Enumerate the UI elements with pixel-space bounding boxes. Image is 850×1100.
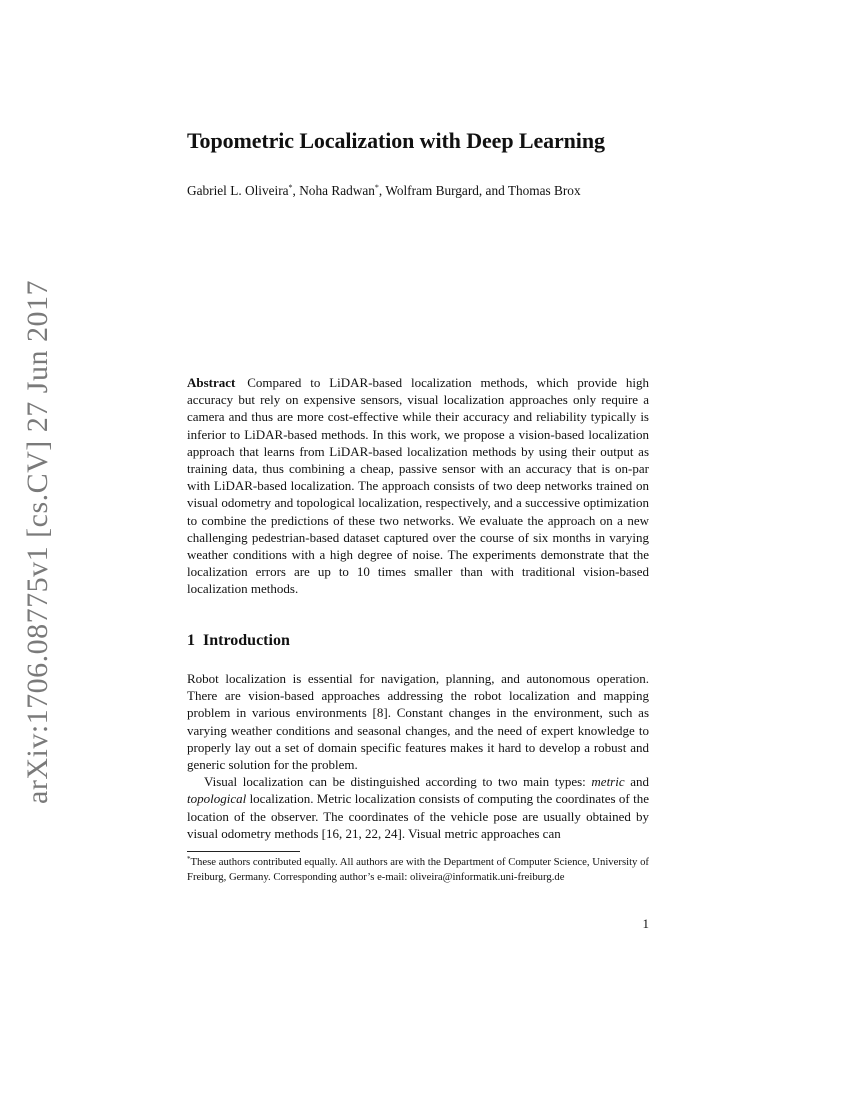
equal-contribution-mark: * (374, 183, 379, 192)
footnote (187, 855, 649, 885)
author-name: Wolfram Burgard, and Thomas Brox (385, 183, 581, 198)
page-number: 1 (642, 916, 649, 931)
emphasized-term: metric (591, 774, 625, 790)
equal-contribution-mark: * (288, 183, 293, 192)
section-number: 1 (187, 632, 195, 649)
section-heading-introduction (187, 630, 290, 652)
author-separator: , (378, 183, 386, 198)
paragraph-text: Visual localization can be distinguished according to two main types: (204, 774, 592, 790)
author-separator: , (292, 183, 300, 198)
paragraph-text: and (624, 774, 649, 790)
author-name: Gabriel L. Oliveira (187, 183, 289, 198)
paragraph-text: localization. Metric localization consists of computing the coordinates of the location of the observer. The coordinates of the vehicle pose are usually obtained by visual odometry methods [16, 21, 22, 24]. Visual metric approaches can (187, 791, 649, 841)
section-title: Introduction (203, 632, 290, 649)
emphasized-term: topological (187, 791, 247, 807)
paragraph (187, 773, 649, 842)
arxiv-identifier-stamp: arXiv:1706.08775v1 [cs.CV] 27 Jun 2017 (21, 280, 54, 804)
footnote-divider (187, 851, 300, 852)
author-list (187, 182, 707, 200)
abstract (187, 374, 649, 598)
paragraph: Robot localization is essential for navigation, planning, and autonomous operation. There are vision-based approaches addressing the robot localization and mapping problem in various environments [8]. Constant changes in the environment, such as varying weather conditions and seasonal changes, and the need of expert knowledge to properly lay out a set of domain specific features makes it hard to develop a robust and generic solution for the problem. (187, 671, 649, 773)
abstract-text: Compared to LiDAR-based localization methods, which provide high accuracy but rely on expensive sensors, visual localization approaches only require a camera and thus are more cost-effective while their accuracy and reliability typically is inferior to LiDAR-based methods. In this work, we propose a vision-based localization approach that learns from LiDAR-based localization methods by using their output as training data, thus combining a cheap, passive sensor with an accuracy that is on-par with LiDAR-based localization. The approach consists of two deep networks trained on visual odometry and topological localization, respectively, and a successive optimization to combine the predictions of these two networks. We evaluate the approach on a new challenging pedestrian-based dataset captured over the course of six months in varying weather conditions with a high degree of noise. The experiments demonstrate that the localization errors are up to 10 times smaller than with traditional vision-based localization methods. (187, 375, 649, 597)
abstract-label: Abstract (187, 375, 236, 390)
paper-title: Topometric Localization with Deep Learning (187, 128, 605, 153)
introduction-body (187, 670, 649, 842)
author-name: Noha Radwan (299, 183, 375, 198)
footnote-text: These authors contributed equally. All authors are with the Department of Computer Science, University of Freiburg, Germany. Corresponding author’s e-mail: oliveira@informatik.uni-freiburg.de (187, 856, 649, 883)
footnote-mark: * (187, 855, 191, 863)
